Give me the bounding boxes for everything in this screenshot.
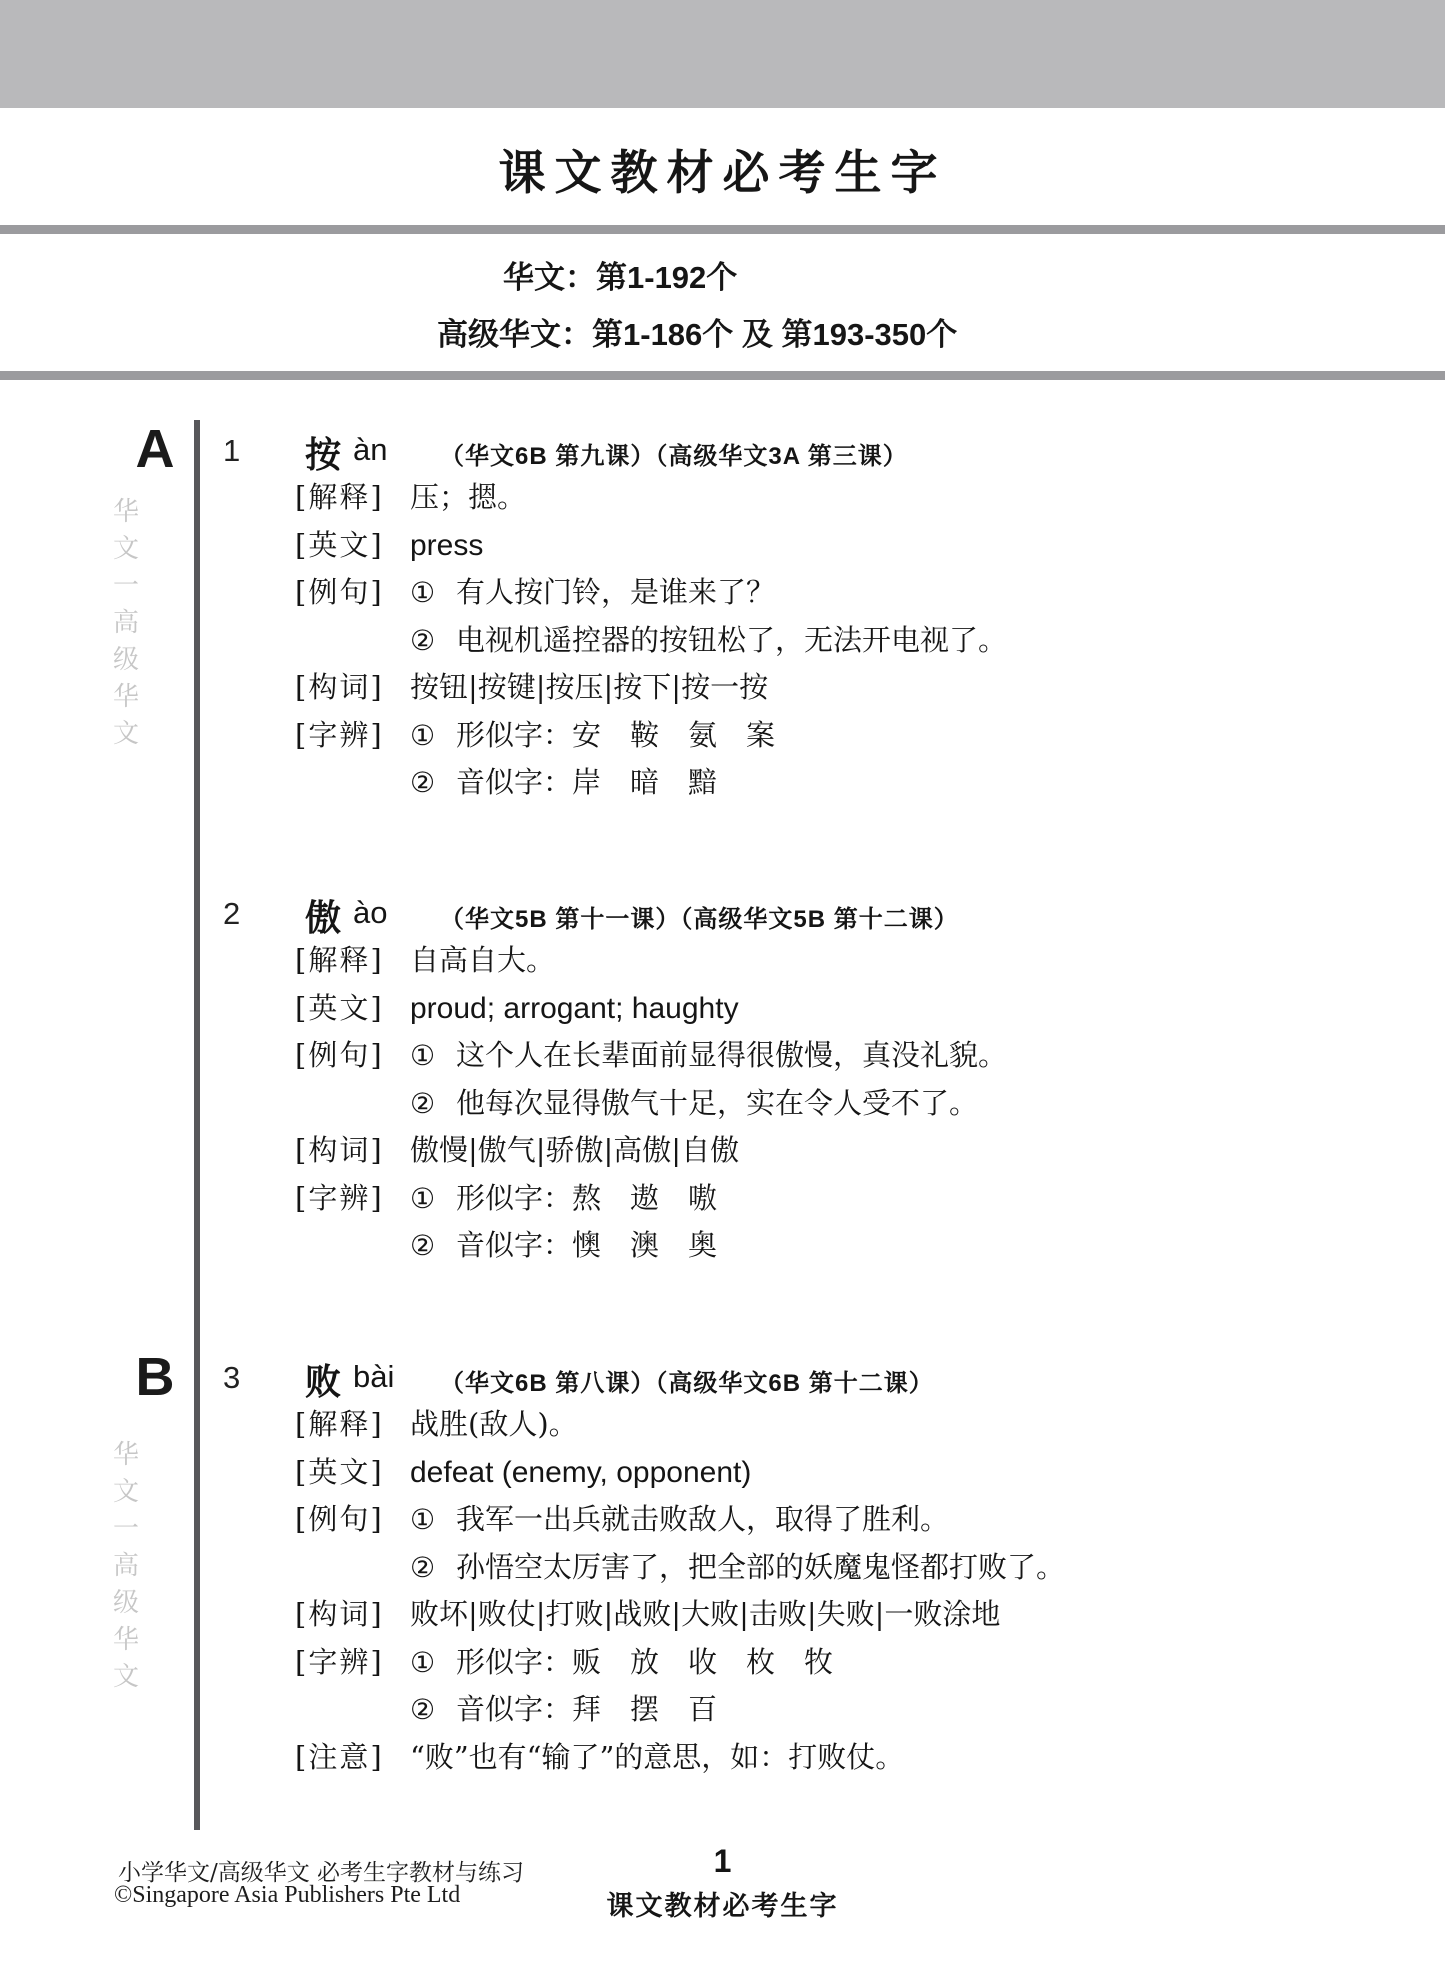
circled-number-icon: ① (410, 1503, 436, 1536)
entry-course-refs: （华文6B 第九课）（高级华文3A 第三课） (440, 443, 908, 470)
entry-pinyin: bài (353, 1359, 395, 1394)
row-label: [英文] (295, 527, 384, 562)
example-row (215, 569, 1330, 664)
definition-row (215, 1401, 1330, 1449)
divider-bottom (0, 371, 1445, 380)
circled-number-icon: ① (410, 718, 436, 752)
similar-sound-text: 音似字：岸 暗 黯 (456, 765, 718, 799)
definition-text: 战胜(敌人)。 (410, 1407, 578, 1441)
word-building-row (215, 1591, 1330, 1639)
definition-text: 压；摁。 (410, 480, 527, 514)
english-row (215, 522, 1330, 570)
row-label: [解释] (295, 943, 384, 977)
row-label: [例句] (295, 575, 384, 609)
entry-course-refs: （华文5B 第十一课）（高级华文5B 第十二课） (440, 906, 959, 933)
row-label: [构词] (295, 1597, 384, 1631)
footer-book-title: 小学华文/高级华文 必考生字教材与练习 (118, 1860, 525, 1886)
entry-bai (215, 1352, 1330, 1781)
definition-row (215, 474, 1330, 522)
similar-form-text: 形似字：熬 遨 嗷 (456, 1180, 718, 1215)
definition-row (215, 937, 1330, 985)
footer-page-number: 1 (713, 1843, 732, 1879)
row-label: [英文] (295, 1454, 384, 1489)
row-label: [字辨] (295, 1180, 384, 1215)
entry-character: 按 (305, 434, 342, 475)
row-label: [构词] (295, 1133, 384, 1167)
definition-text: 自高自大。 (410, 943, 556, 977)
word-building-row (215, 1127, 1330, 1175)
entry-course-refs: （华文6B 第八课）（高级华文6B 第十二课） (440, 1370, 934, 1397)
similar-form-text: 形似字：安 鞍 氨 案 (456, 717, 776, 752)
example-text: 有人按门铃，是谁来了？ (456, 575, 776, 609)
entry-number: 1 (223, 433, 241, 468)
entry-an (215, 425, 1330, 807)
sidebar-label-a: 华文一高级华文 (112, 497, 139, 749)
row-label: [英文] (295, 990, 384, 1025)
circled-number-icon: ② (410, 1229, 436, 1262)
entry-pinyin: ào (353, 895, 388, 930)
similar-form-text: 形似字：贩 放 收 枚 牧 (456, 1644, 834, 1679)
row-label: [例句] (295, 1038, 384, 1072)
row-label: [字辨] (295, 1644, 384, 1679)
circled-number-icon: ① (410, 1181, 436, 1215)
example-row (215, 1032, 1330, 1127)
row-label: [解释] (295, 480, 384, 514)
word-building-text: 按钮|按键|按压|按下|按一按 (410, 670, 769, 704)
entry-title-row (215, 425, 1330, 474)
character-discrimination-row (215, 1175, 1330, 1270)
subtitle-huawen-range: 华文：第1-192个 (503, 260, 738, 295)
similar-sound-text: 音似字：拜 摆 百 (456, 1692, 718, 1726)
word-building-text: 败坏|败仗|打败|战败|大败|击败|失败|一败涂地 (410, 1597, 1001, 1631)
english-text: defeat (enemy, opponent) (410, 1455, 752, 1489)
circled-number-icon: ② (410, 766, 436, 799)
section-letter-a: A (135, 419, 175, 479)
section-letter-b: B (135, 1347, 175, 1407)
character-discrimination-row (215, 712, 1330, 807)
top-gray-bar (0, 0, 1445, 108)
circled-number-icon: ① (410, 1039, 436, 1072)
footer-section-title: 课文教材必考生字 (606, 1891, 839, 1921)
note-row (215, 1734, 1330, 1782)
word-building-row (215, 664, 1330, 712)
divider-top (0, 225, 1445, 234)
circled-number-icon: ② (410, 1550, 436, 1584)
row-label: [构词] (295, 670, 384, 704)
circled-number-icon: ① (410, 576, 436, 609)
note-text: “败”也有“输了”的意思，如：打败仗。 (410, 1739, 905, 1774)
row-label: [字辨] (295, 717, 384, 752)
row-label: [解释] (295, 1407, 384, 1441)
entry-title-row (215, 888, 1330, 937)
entry-pinyin: àn (353, 432, 388, 467)
circled-number-icon: ② (410, 1086, 436, 1120)
subtitle-gaoji-huawen-range: 高级华文：第1-186个 及 第193-350个 (437, 317, 958, 352)
english-row (215, 1449, 1330, 1497)
english-row (215, 985, 1330, 1033)
row-label: [例句] (295, 1502, 384, 1536)
example-text: 电视机遥控器的按钮松了，无法开电视了。 (456, 622, 1008, 657)
english-text: press (410, 528, 484, 562)
entry-character: 败 (305, 1361, 342, 1402)
entry-title-row (215, 1352, 1330, 1401)
entry-number: 3 (223, 1360, 241, 1395)
circled-number-icon: ② (410, 1693, 436, 1726)
example-text: 我军一出兵就击败敌人，取得了胜利。 (456, 1502, 950, 1536)
similar-sound-text: 音似字：懊 澳 奥 (456, 1228, 718, 1262)
sidebar-label-b: 华文一高级华文 (112, 1440, 139, 1692)
footer-copyright: ©Singapore Asia Publishers Pte Ltd (114, 1882, 461, 1908)
example-row (215, 1496, 1330, 1591)
example-text: 他每次显得傲气十足，实在令人受不了。 (456, 1085, 979, 1120)
english-text: proud; arrogant; haughty (410, 991, 739, 1025)
character-discrimination-row (215, 1639, 1330, 1734)
circled-number-icon: ① (410, 1645, 436, 1679)
page-title: 课文教材必考生字 (498, 146, 947, 199)
entry-character: 傲 (305, 897, 342, 938)
entry-number: 2 (223, 896, 241, 931)
circled-number-icon: ② (410, 623, 436, 657)
word-building-text: 傲慢|傲气|骄傲|高傲|自傲 (410, 1133, 740, 1167)
entry-ao (215, 888, 1330, 1270)
example-text: 孙悟空太厉害了，把全部的妖魔鬼怪都打败了。 (456, 1549, 1066, 1584)
row-label: [注意] (295, 1739, 384, 1774)
example-text: 这个人在长辈面前显得很傲慢，真没礼貌。 (456, 1038, 1008, 1072)
section-vertical-rule (194, 420, 200, 1830)
